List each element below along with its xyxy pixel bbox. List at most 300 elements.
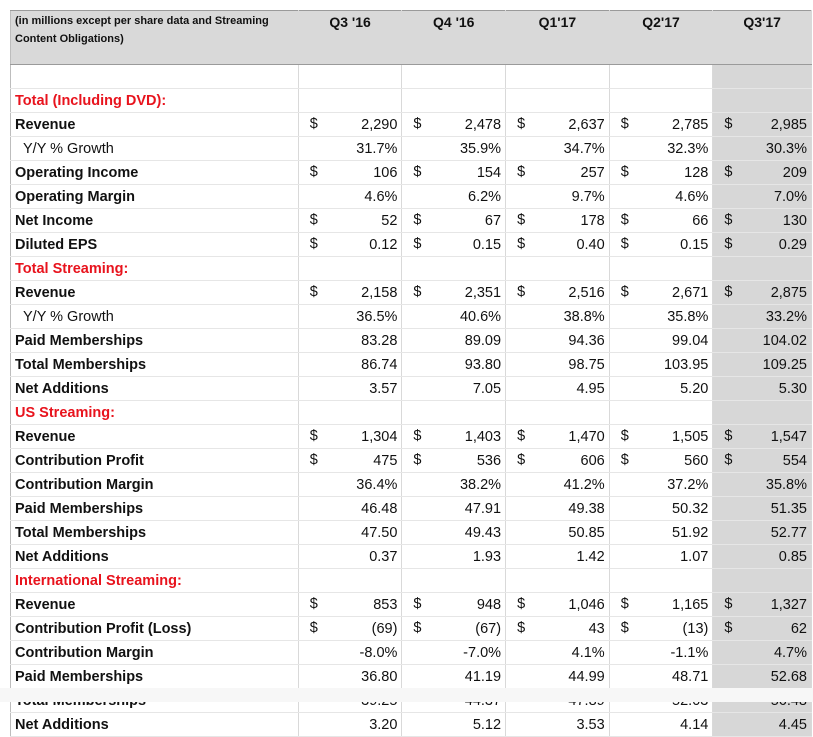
value-cell[interactable] — [506, 137, 610, 161]
row-label[interactable]: Operating Income — [11, 161, 299, 185]
value-cell[interactable] — [402, 329, 506, 353]
table-row — [11, 113, 812, 137]
value-cell[interactable] — [506, 305, 610, 329]
cell-value: 48.71 — [672, 668, 709, 685]
value-cell[interactable] — [298, 233, 402, 257]
cell-value: 1.42 — [576, 548, 605, 565]
cell-value: 6.2% — [468, 188, 502, 205]
value-cell[interactable] — [609, 161, 713, 185]
section-label[interactable]: International Streaming: — [11, 569, 299, 593]
empty-cell[interactable] — [298, 257, 402, 281]
currency-symbol: $ — [620, 236, 629, 252]
value-cell[interactable] — [402, 641, 506, 665]
value-cell[interactable] — [609, 329, 713, 353]
table-row — [11, 617, 812, 641]
cell-value: 0.15 — [472, 236, 502, 253]
row-label[interactable]: Total Memberships — [11, 353, 299, 377]
cell-value: 36.80 — [361, 668, 398, 685]
value-cell[interactable] — [402, 473, 506, 497]
cell-value: 154 — [476, 164, 502, 181]
section-label[interactable]: Total (Including DVD): — [11, 89, 299, 113]
value-cell[interactable] — [402, 161, 506, 185]
bottom-edge — [0, 688, 813, 702]
cell-value: 62 — [790, 620, 807, 637]
value-cell[interactable] — [298, 425, 402, 449]
empty-cell[interactable] — [713, 65, 812, 89]
value-cell[interactable] — [713, 185, 812, 209]
value-cell[interactable] — [713, 377, 812, 401]
value-cell[interactable] — [298, 113, 402, 137]
empty-cell[interactable] — [298, 401, 402, 425]
cell-value: 853 — [373, 596, 398, 613]
value-cell[interactable] — [713, 425, 812, 449]
cell-value: 7.05 — [472, 380, 502, 397]
value-cell[interactable] — [402, 137, 506, 161]
currency-symbol: $ — [517, 596, 526, 612]
empty-cell[interactable] — [713, 257, 812, 281]
row-label[interactable]: Contribution Margin — [11, 641, 299, 665]
currency-symbol: $ — [517, 452, 526, 468]
cell-value: 4.95 — [576, 380, 605, 397]
table-row — [11, 281, 812, 305]
value-cell[interactable] — [298, 185, 402, 209]
value-cell[interactable] — [609, 113, 713, 137]
value-cell[interactable] — [506, 641, 610, 665]
row-label[interactable]: Revenue — [11, 281, 299, 305]
value-cell[interactable] — [298, 353, 402, 377]
value-cell[interactable] — [298, 593, 402, 617]
value-cell[interactable] — [298, 665, 402, 689]
cell-value: 103.95 — [663, 356, 709, 373]
value-cell[interactable] — [609, 377, 713, 401]
value-cell[interactable] — [506, 449, 610, 473]
row-label[interactable]: Paid Memberships — [11, 497, 299, 521]
empty-cell[interactable] — [506, 401, 610, 425]
value-cell[interactable] — [402, 449, 506, 473]
value-cell[interactable] — [506, 617, 610, 641]
cell-value: 2,637 — [568, 116, 605, 133]
cell-value: 2,671 — [672, 284, 709, 301]
value-cell[interactable] — [506, 425, 610, 449]
currency-symbol: $ — [517, 164, 526, 180]
value-cell[interactable] — [609, 713, 713, 737]
value-cell[interactable] — [609, 497, 713, 521]
cell-value: -1.1% — [670, 644, 709, 661]
cell-value: 554 — [782, 452, 807, 469]
cell-value: 3.20 — [369, 716, 398, 733]
value-cell[interactable] — [506, 713, 610, 737]
cell-value: 52.68 — [770, 668, 807, 685]
value-cell[interactable] — [402, 665, 506, 689]
value-cell[interactable] — [506, 209, 610, 233]
currency-symbol: $ — [413, 452, 422, 468]
currency-symbol: $ — [413, 236, 422, 252]
value-cell[interactable] — [298, 713, 402, 737]
value-cell[interactable] — [402, 353, 506, 377]
currency-symbol: $ — [309, 284, 318, 300]
row-label[interactable]: Paid Memberships — [11, 329, 299, 353]
value-cell[interactable] — [609, 281, 713, 305]
cell-value: 44.99 — [568, 668, 605, 685]
value-cell[interactable] — [713, 209, 812, 233]
cell-value: 36.4% — [356, 476, 398, 493]
currency-symbol: $ — [724, 620, 733, 636]
cell-value: 536 — [476, 452, 502, 469]
value-cell[interactable] — [713, 641, 812, 665]
value-cell[interactable] — [298, 497, 402, 521]
row-label[interactable]: Net Additions — [11, 713, 299, 737]
section-row — [11, 257, 812, 281]
value-cell[interactable] — [298, 305, 402, 329]
value-cell[interactable] — [713, 281, 812, 305]
value-cell[interactable] — [609, 137, 713, 161]
table-row — [11, 497, 812, 521]
empty-cell[interactable] — [713, 401, 812, 425]
cell-value: 1,046 — [568, 596, 605, 613]
row-label[interactable]: Net Additions — [11, 377, 299, 401]
cell-value: 1,505 — [672, 428, 709, 445]
row-label[interactable]: Contribution Profit — [11, 449, 299, 473]
currency-symbol: $ — [309, 212, 318, 228]
currency-symbol: $ — [413, 212, 422, 228]
cell-value: 67 — [484, 212, 502, 229]
value-cell[interactable] — [298, 161, 402, 185]
value-cell[interactable] — [402, 593, 506, 617]
value-cell[interactable] — [506, 233, 610, 257]
value-cell[interactable] — [713, 449, 812, 473]
cell-value: 41.2% — [563, 476, 605, 493]
section-row — [11, 569, 812, 593]
cell-value: 86.74 — [361, 356, 398, 373]
value-cell[interactable] — [609, 185, 713, 209]
cell-value: 606 — [580, 452, 605, 469]
value-cell[interactable] — [506, 113, 610, 137]
currency-symbol: $ — [620, 620, 629, 636]
empty-cell[interactable] — [506, 569, 610, 593]
row-label[interactable]: Operating Margin — [11, 185, 299, 209]
empty-cell[interactable] — [609, 401, 713, 425]
cell-value: 3.57 — [369, 380, 398, 397]
value-cell[interactable] — [402, 521, 506, 545]
cell-value: 475 — [373, 452, 398, 469]
cell-value: 4.7% — [773, 644, 807, 661]
empty-cell[interactable] — [506, 65, 610, 89]
table-row — [11, 521, 812, 545]
spreadsheet — [10, 10, 812, 737]
row-label[interactable]: Contribution Margin — [11, 473, 299, 497]
cell-value: 3.53 — [576, 716, 605, 733]
value-cell[interactable] — [298, 473, 402, 497]
cell-value: 1,547 — [770, 428, 807, 445]
financial-table — [10, 10, 812, 737]
currency-symbol: $ — [413, 116, 422, 132]
value-cell[interactable] — [506, 497, 610, 521]
value-cell[interactable] — [713, 545, 812, 569]
value-cell[interactable] — [298, 377, 402, 401]
section-row — [11, 401, 812, 425]
currency-symbol: $ — [724, 236, 733, 252]
cell-value: -7.0% — [463, 644, 502, 661]
value-cell[interactable] — [506, 329, 610, 353]
value-cell[interactable] — [713, 521, 812, 545]
empty-cell[interactable] — [402, 257, 506, 281]
row-label[interactable]: Contribution Profit (Loss) — [11, 617, 299, 641]
value-cell[interactable] — [402, 713, 506, 737]
currency-symbol: $ — [309, 236, 318, 252]
empty-cell[interactable] — [298, 65, 402, 89]
currency-symbol: $ — [620, 212, 629, 228]
currency-symbol: $ — [309, 620, 318, 636]
cell-value: 128 — [684, 164, 709, 181]
value-cell[interactable] — [609, 641, 713, 665]
currency-symbol: $ — [309, 452, 318, 468]
cell-value: (67) — [475, 620, 502, 637]
currency-symbol: $ — [517, 212, 526, 228]
empty-cell[interactable] — [298, 89, 402, 113]
value-cell[interactable] — [402, 497, 506, 521]
cell-value: 89.09 — [464, 332, 502, 349]
value-cell[interactable] — [506, 353, 610, 377]
value-cell[interactable] — [506, 473, 610, 497]
cell-value: 93.80 — [464, 356, 502, 373]
cell-value: 38.2% — [459, 476, 502, 493]
empty-cell[interactable] — [402, 569, 506, 593]
table-row — [11, 377, 812, 401]
cell-value: -8.0% — [359, 644, 398, 661]
value-cell[interactable] — [298, 449, 402, 473]
cell-value: 4.14 — [680, 716, 709, 733]
currency-symbol: $ — [413, 620, 422, 636]
empty-cell[interactable] — [609, 569, 713, 593]
value-cell[interactable] — [506, 281, 610, 305]
value-cell[interactable] — [402, 233, 506, 257]
cell-value: 94.36 — [568, 332, 605, 349]
cell-value: 5.20 — [680, 380, 709, 397]
cell-value: 109.25 — [762, 356, 807, 373]
value-cell[interactable] — [402, 113, 506, 137]
value-cell[interactable] — [402, 377, 506, 401]
cell-value: 178 — [580, 212, 605, 229]
empty-cell[interactable] — [506, 89, 610, 113]
value-cell[interactable] — [609, 353, 713, 377]
table-row — [11, 161, 812, 185]
value-cell[interactable] — [506, 185, 610, 209]
empty-cell[interactable] — [609, 65, 713, 89]
table-row — [11, 545, 812, 569]
value-cell[interactable] — [609, 305, 713, 329]
value-cell[interactable] — [609, 665, 713, 689]
value-cell[interactable] — [713, 233, 812, 257]
value-cell[interactable] — [713, 713, 812, 737]
value-cell[interactable] — [298, 641, 402, 665]
value-cell[interactable] — [298, 329, 402, 353]
value-cell[interactable] — [713, 473, 812, 497]
table-row — [11, 641, 812, 665]
value-cell[interactable] — [713, 137, 812, 161]
value-cell[interactable] — [298, 545, 402, 569]
cell-value: 46.48 — [361, 500, 398, 517]
value-cell[interactable] — [609, 449, 713, 473]
cell-value: 2,290 — [361, 116, 398, 133]
cell-value: 50.32 — [672, 500, 709, 517]
cell-value: 30.3% — [765, 140, 807, 157]
row-label[interactable]: Revenue — [11, 593, 299, 617]
value-cell[interactable] — [609, 545, 713, 569]
value-cell[interactable] — [506, 665, 610, 689]
value-cell[interactable] — [713, 353, 812, 377]
empty-cell[interactable] — [298, 569, 402, 593]
table-row — [11, 137, 812, 161]
table-row — [11, 449, 812, 473]
cell-value: 34.7% — [563, 140, 605, 157]
value-cell[interactable] — [298, 617, 402, 641]
cell-value: 52 — [381, 212, 398, 229]
currency-symbol: $ — [309, 596, 318, 612]
empty-cell[interactable] — [11, 65, 299, 89]
cell-value: 32.3% — [667, 140, 709, 157]
row-label[interactable]: Y/Y % Growth — [11, 305, 299, 329]
cell-value: 1,403 — [464, 428, 502, 445]
currency-symbol: $ — [620, 164, 629, 180]
value-cell[interactable] — [298, 209, 402, 233]
value-cell[interactable] — [609, 521, 713, 545]
value-cell[interactable] — [402, 425, 506, 449]
row-label[interactable]: Total Memberships — [11, 521, 299, 545]
value-cell[interactable] — [402, 185, 506, 209]
value-cell[interactable] — [713, 665, 812, 689]
cell-value: 36.5% — [356, 308, 398, 325]
value-cell[interactable] — [713, 113, 812, 137]
cell-value: 37.2% — [667, 476, 709, 493]
value-cell[interactable] — [713, 161, 812, 185]
value-cell[interactable] — [609, 617, 713, 641]
currency-symbol: $ — [620, 116, 629, 132]
empty-cell[interactable] — [506, 257, 610, 281]
row-label[interactable]: Net Additions — [11, 545, 299, 569]
value-cell[interactable] — [402, 617, 506, 641]
currency-symbol: $ — [413, 284, 422, 300]
row-label[interactable]: Net Income — [11, 209, 299, 233]
section-row — [11, 89, 812, 113]
header-q4-16[interactable]: Q4 '16 — [402, 11, 506, 65]
value-cell[interactable] — [506, 521, 610, 545]
cell-value: 5.30 — [778, 380, 807, 397]
value-cell[interactable] — [506, 545, 610, 569]
currency-symbol: $ — [724, 284, 733, 300]
value-cell[interactable] — [713, 305, 812, 329]
value-cell[interactable] — [298, 137, 402, 161]
row-label[interactable]: Revenue — [11, 113, 299, 137]
value-cell[interactable] — [713, 593, 812, 617]
value-cell[interactable] — [298, 521, 402, 545]
header-q2-17[interactable]: Q2'17 — [609, 11, 713, 65]
cell-value: 2,516 — [568, 284, 605, 301]
empty-cell[interactable] — [402, 89, 506, 113]
currency-symbol: $ — [413, 428, 422, 444]
empty-cell[interactable] — [609, 257, 713, 281]
cell-value: 2,785 — [672, 116, 709, 133]
value-cell[interactable] — [609, 425, 713, 449]
cell-value: 2,478 — [464, 116, 502, 133]
empty-cell[interactable] — [609, 89, 713, 113]
value-cell[interactable] — [713, 329, 812, 353]
cell-value: 4.6% — [364, 188, 398, 205]
cell-value: 35.9% — [459, 140, 502, 157]
cell-value: 99.04 — [672, 332, 709, 349]
cell-value: 51.92 — [672, 524, 709, 541]
value-cell[interactable] — [298, 281, 402, 305]
value-cell[interactable] — [402, 209, 506, 233]
cell-value: 1,327 — [770, 596, 807, 613]
value-cell[interactable] — [506, 161, 610, 185]
cell-value: 66 — [692, 212, 709, 229]
table-row — [11, 209, 812, 233]
value-cell[interactable] — [506, 377, 610, 401]
header-label[interactable]: (in millions except per share data and Streaming Content Obligations) — [11, 11, 299, 65]
table-row — [11, 665, 812, 689]
row-label[interactable]: Revenue — [11, 425, 299, 449]
row-label[interactable]: Diluted EPS — [11, 233, 299, 257]
cell-value: 4.45 — [778, 716, 807, 733]
header-q3-17[interactable]: Q3'17 — [713, 11, 812, 65]
table-row — [11, 185, 812, 209]
table-row — [11, 353, 812, 377]
value-cell[interactable] — [609, 209, 713, 233]
currency-symbol: $ — [309, 164, 318, 180]
value-cell[interactable] — [402, 545, 506, 569]
value-cell[interactable] — [609, 593, 713, 617]
empty-cell[interactable] — [402, 65, 506, 89]
currency-symbol: $ — [309, 428, 318, 444]
cell-value: 0.12 — [369, 236, 398, 253]
row-label[interactable]: Paid Memberships — [11, 665, 299, 689]
header-q1-17[interactable]: Q1'17 — [506, 11, 610, 65]
cell-value: 130 — [782, 212, 807, 229]
value-cell[interactable] — [402, 281, 506, 305]
empty-cell[interactable] — [713, 89, 812, 113]
value-cell[interactable] — [713, 617, 812, 641]
cell-value: 2,158 — [361, 284, 398, 301]
cell-value: 1,304 — [361, 428, 398, 445]
table-row — [11, 329, 812, 353]
cell-value: 7.0% — [773, 188, 807, 205]
value-cell[interactable] — [506, 593, 610, 617]
empty-cell[interactable] — [713, 569, 812, 593]
value-cell[interactable] — [402, 305, 506, 329]
currency-symbol: $ — [724, 596, 733, 612]
empty-cell[interactable] — [402, 401, 506, 425]
value-cell[interactable] — [609, 473, 713, 497]
table-row — [11, 713, 812, 737]
cell-value: 83.28 — [361, 332, 398, 349]
currency-symbol: $ — [620, 596, 629, 612]
row-label[interactable]: Y/Y % Growth — [11, 137, 299, 161]
header-q3-16[interactable]: Q3 '16 — [298, 11, 402, 65]
cell-value: (13) — [682, 620, 709, 637]
cell-value: 51.35 — [770, 500, 807, 517]
cell-value: 4.6% — [675, 188, 709, 205]
currency-symbol: $ — [620, 284, 629, 300]
section-label[interactable]: US Streaming: — [11, 401, 299, 425]
cell-value: 31.7% — [356, 140, 398, 157]
cell-value: 1,470 — [568, 428, 605, 445]
cell-value: 2,985 — [770, 116, 807, 133]
table-row — [11, 473, 812, 497]
cell-value: 0.15 — [680, 236, 709, 253]
section-label[interactable]: Total Streaming: — [11, 257, 299, 281]
value-cell[interactable] — [713, 497, 812, 521]
value-cell[interactable] — [609, 233, 713, 257]
